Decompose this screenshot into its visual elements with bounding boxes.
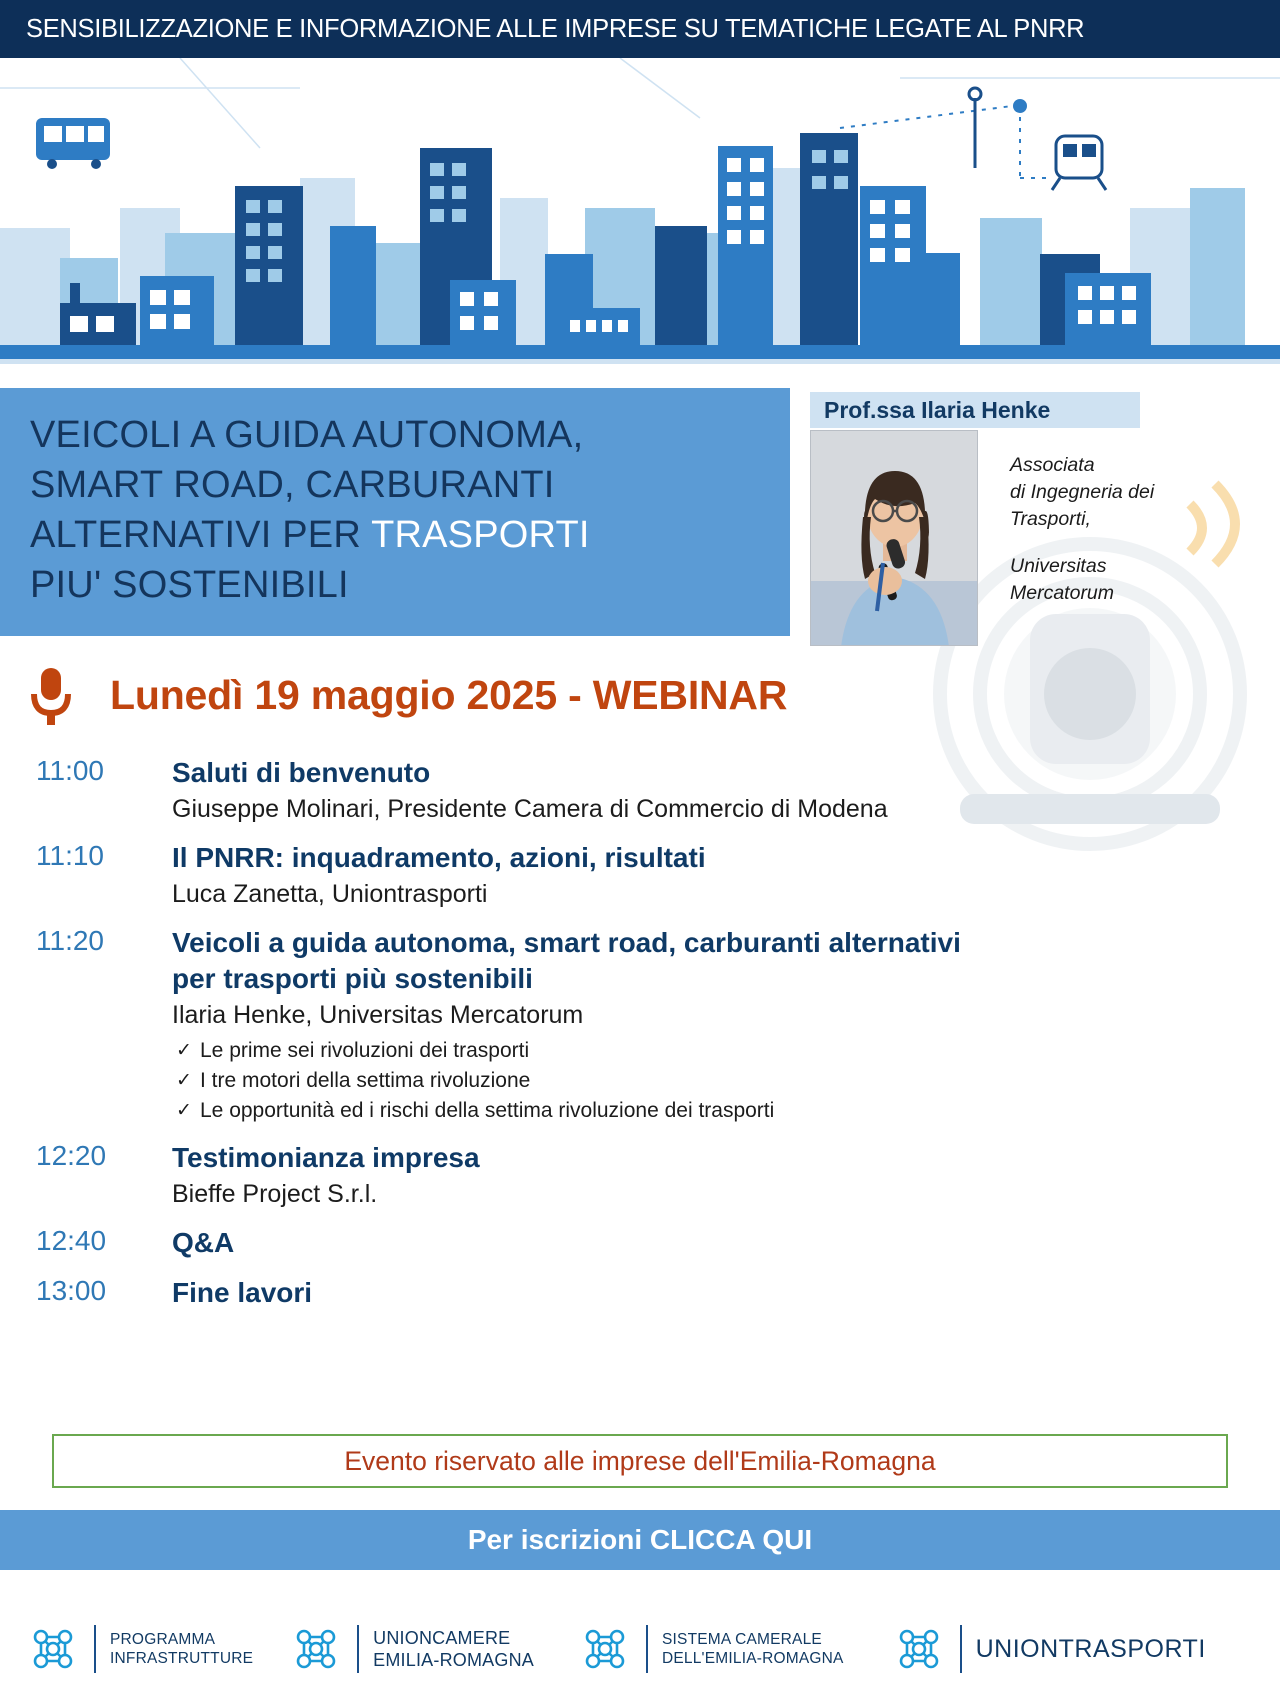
speaker-photo — [810, 430, 978, 646]
logo-label-line-1: UNIONCAMERE — [373, 1627, 511, 1648]
logo-unioncamere-emilia-romagna — [289, 1614, 534, 1684]
agenda-item — [0, 1225, 1280, 1261]
agenda-title: Saluti di benvenuto — [172, 757, 431, 788]
title-line-1: VEICOLI A GUIDA AUTONOMA, — [30, 414, 584, 456]
agenda-title: Veicoli a guida autonoma, smart road, carburanti alternativi per trasporti più sostenibili — [172, 927, 961, 994]
registration-bar[interactable] — [0, 1510, 1280, 1570]
divider-blue — [0, 345, 1280, 359]
speaker-role-line-2: di Ingegneria dei — [1010, 481, 1155, 503]
logo-label — [373, 1627, 534, 1671]
speaker-role-line-4: Universitas — [1010, 555, 1107, 577]
logo-divider — [357, 1625, 359, 1673]
logo-uniontrasporti — [892, 1614, 1206, 1684]
notice-text: Evento riservato alle imprese dell'Emilia-Romagna — [344, 1445, 936, 1476]
logo-label-line-2: INFRASTRUTTURE — [110, 1649, 254, 1667]
agenda-time: 12:20 — [36, 1140, 107, 1171]
agenda-item — [0, 1140, 1280, 1211]
agenda-item — [0, 755, 1280, 826]
logo-label — [110, 1630, 253, 1668]
logo-label: UNIONTRASPORTI — [975, 1634, 1206, 1663]
title-line-2: SMART ROAD, CARBURANTI — [30, 464, 555, 506]
logo-programma-infrastrutture — [26, 1614, 253, 1684]
registration-text — [468, 1524, 812, 1556]
divider-blue-light — [0, 359, 1280, 364]
agenda-subtitle: Giuseppe Molinari, Presidente Camera di Commercio di Modena — [172, 795, 888, 823]
logo-divider — [646, 1625, 648, 1673]
logo-label-line-2: DELL'EMILIA-ROMAGNA — [661, 1649, 844, 1667]
agenda-time: 13:00 — [36, 1275, 107, 1306]
agenda-subtitle: Bieffe Project S.r.l. — [172, 1180, 378, 1208]
title-line-3-light: TRASPORTI — [371, 514, 590, 556]
agenda-body — [172, 925, 1280, 1126]
agenda-subtitle: Ilaria Henke, Universitas Mercatorum — [172, 1001, 584, 1029]
logo-sistema-camerale — [578, 1614, 844, 1684]
agenda-time: 12:40 — [36, 1225, 107, 1256]
city-skyline-svg — [0, 58, 1280, 345]
agenda-title: Q&A — [172, 1227, 235, 1258]
camera-commercio-icon — [26, 1622, 80, 1676]
top-banner-text: SENSIBILIZZAZIONE E INFORMAZIONE ALLE IMPRESE SU TEMATICHE LEGATE AL PNRR — [26, 14, 1085, 43]
title-line-3 — [30, 510, 760, 560]
event-date: Lunedì 19 maggio 2025 - WEBINAR — [110, 672, 788, 718]
title-line-4: PIU' SOSTENIBILI — [30, 564, 349, 606]
speaker-role-line-5: Mercatorum — [1010, 582, 1115, 604]
logo-label-line-1: PROGRAMMA — [110, 1630, 216, 1648]
speaker-role — [1010, 452, 1275, 607]
agenda-item — [0, 840, 1280, 911]
registration-link[interactable]: CLICCA QUI — [649, 1524, 813, 1555]
agenda-time: 11:20 — [36, 925, 104, 956]
city-skyline-illustration — [0, 58, 1280, 345]
agenda-body — [172, 1225, 1280, 1261]
agenda-body — [172, 840, 1280, 911]
top-banner — [0, 0, 1280, 58]
agenda-body — [172, 755, 1280, 826]
agenda-subtitle: Luca Zanetta, Uniontrasporti — [172, 880, 488, 908]
agenda-title: Testimonianza impresa — [172, 1142, 480, 1173]
agenda-time: 11:10 — [36, 840, 104, 871]
logo-divider — [94, 1625, 96, 1673]
agenda-bullets — [172, 1036, 1240, 1126]
agenda-bullet: ✓ Le opportunità ed i rischi della settima rivoluzione dei trasporti — [172, 1096, 1240, 1126]
camera-commercio-icon — [289, 1622, 343, 1676]
agenda-title: Fine lavori — [172, 1277, 313, 1308]
agenda-body — [172, 1275, 1280, 1311]
speaker-name-badge: Prof.ssa Ilaria Henke — [810, 392, 1140, 428]
registration-prefix: Per iscrizioni — [467, 1524, 650, 1555]
agenda-bullet: ✓ Le prime sei rivoluzioni dei trasporti — [172, 1036, 1240, 1066]
footer-logos — [0, 1590, 1280, 1707]
notice-box — [52, 1434, 1228, 1488]
logo-divider — [960, 1625, 962, 1673]
speaker-role-line-1: Associata — [1010, 454, 1095, 476]
agenda-bullet: ✓ I tre motori della settima rivoluzione — [172, 1066, 1240, 1096]
speaker-role-line-3: Trasporti, — [1010, 508, 1091, 530]
agenda-time: 11:00 — [36, 755, 104, 786]
camera-commercio-icon — [578, 1622, 632, 1676]
logo-label-line-1: SISTEMA CAMERALE — [661, 1630, 822, 1648]
agenda-list — [0, 755, 1280, 1325]
logo-label-line-2: EMILIA-ROMAGNA — [373, 1649, 534, 1670]
title-line-3-dark: ALTERNATIVI PER — [30, 514, 372, 556]
agenda-item — [0, 925, 1280, 1126]
agenda-body — [172, 1140, 1280, 1211]
camera-commercio-icon — [892, 1622, 946, 1676]
agenda-item — [0, 1275, 1280, 1311]
microphone-icon — [26, 666, 76, 728]
event-title-box — [0, 388, 790, 636]
logo-label — [662, 1630, 844, 1668]
agenda-title: Il PNRR: inquadramento, azioni, risultati — [172, 842, 706, 873]
